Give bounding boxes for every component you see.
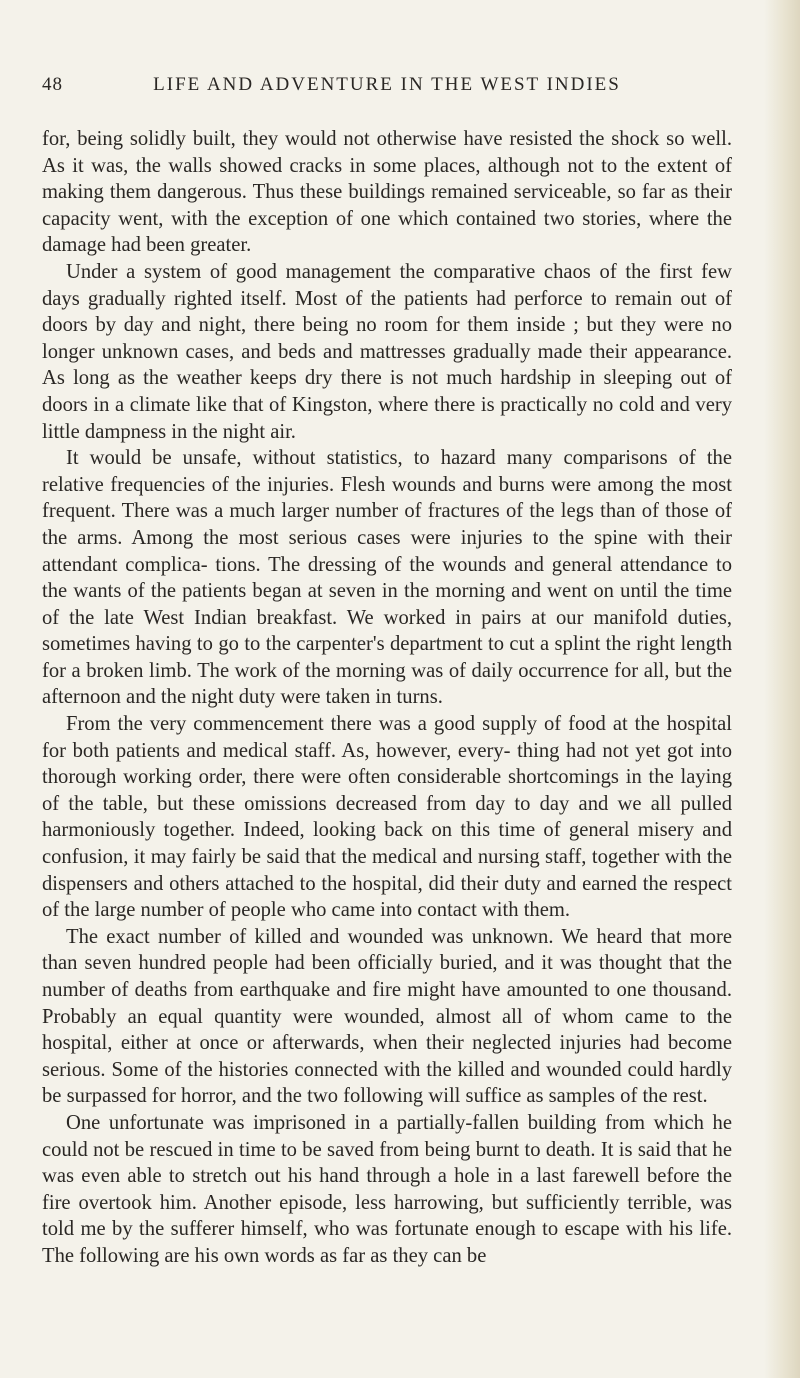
page-edge-shadow xyxy=(764,0,800,1378)
paragraph-casualties: The exact number of killed and wounded was unknown. We heard that more than seven hundred people had been officially buried, and it was thought that the number of deaths from earthquake and fire might have amounted to one thousand. Probably an equal quantity were wounded, almost all of whom came to the hospital, either at once or afterwards, when their neglected injuries had become serious. Some of the histories connected with the killed and wounded could hardly be surpassed for horror, and the two following will suffice as samples of the rest. xyxy=(42,925,732,1108)
running-title: LIFE AND ADVENTURE IN THE WEST INDIES xyxy=(153,74,621,95)
paragraph-injuries: It would be unsafe, without statistics, to hazard many comparisons of the relative frequencies of the injuries. Flesh wounds and burns were among the most frequent. There was a much larger number of fractures of the legs than of those of the arms. Among the most serious cases were injuries to the spine with their attendant complica- tions. The dressing of the wounds and general attendance to the wants of the patients began at seven in the morning and went on until the time of the late West Indian breakfast. We worked in pairs at our manifold duties, sometimes having to go to the carpenter's department to cut a splint the right length for a broken limb. The work of the morning was of daily occurrence for all, but the afternoon and the night duty were taken in turns. xyxy=(42,447,732,709)
page-header xyxy=(42,74,732,102)
body-text xyxy=(42,126,732,1270)
paragraph-management: Under a system of good management the comparative chaos of the first few days gradually righted itself. Most of the patients had perforce to remain out of doors by day and night, there being no room for them inside ; but they were no longer unknown cases, and beds and mattresses gradually made their appearance. As long as the weather keeps dry there is not much hardship in sleeping out of doors in a climate like that of Kingston, where there is practically no cold and very little dampness in the night air. xyxy=(42,260,732,443)
paragraph-food-supply: From the very commencement there was a good supply of food at the hospital for both patients and medical staff. As, however, every- thing had not yet got into thorough working order, there were often considerable shortcomings in the laying of the table, but these omissions decreased from day to day and we all pulled harmoniously together. Indeed, looking back on this time of general misery and confusion, it may fairly be said that the medical and nursing staff, together with the dispensers and others attached to the hospital, did their duty and earned the respect of the large number of people who came into contact with them. xyxy=(42,713,732,922)
paragraph-imprisoned: One unfortunate was imprisoned in a partially-fallen building from which he could not be rescued in time to be saved from being burnt to death. It is said that he was even able to stretch out his hand through a hole in a last farewell before the fire overtook him. Another episode, less harrowing, but sufficiently terrible, was told me by the sufferer himself, who was fortunate enough to escape with his life. The following are his own words as far as they can be xyxy=(42,1111,732,1267)
paragraph-continuation: for, being solidly built, they would not otherwise have resisted the shock so well. As it was, the walls showed cracks in some places, although not to the extent of making them dangerous. Thus these buildings remained serviceable, so far as their capacity went, with the exception of one which contained two stories, where the damage had been greater. xyxy=(42,128,732,257)
page-number: 48 xyxy=(42,74,63,95)
